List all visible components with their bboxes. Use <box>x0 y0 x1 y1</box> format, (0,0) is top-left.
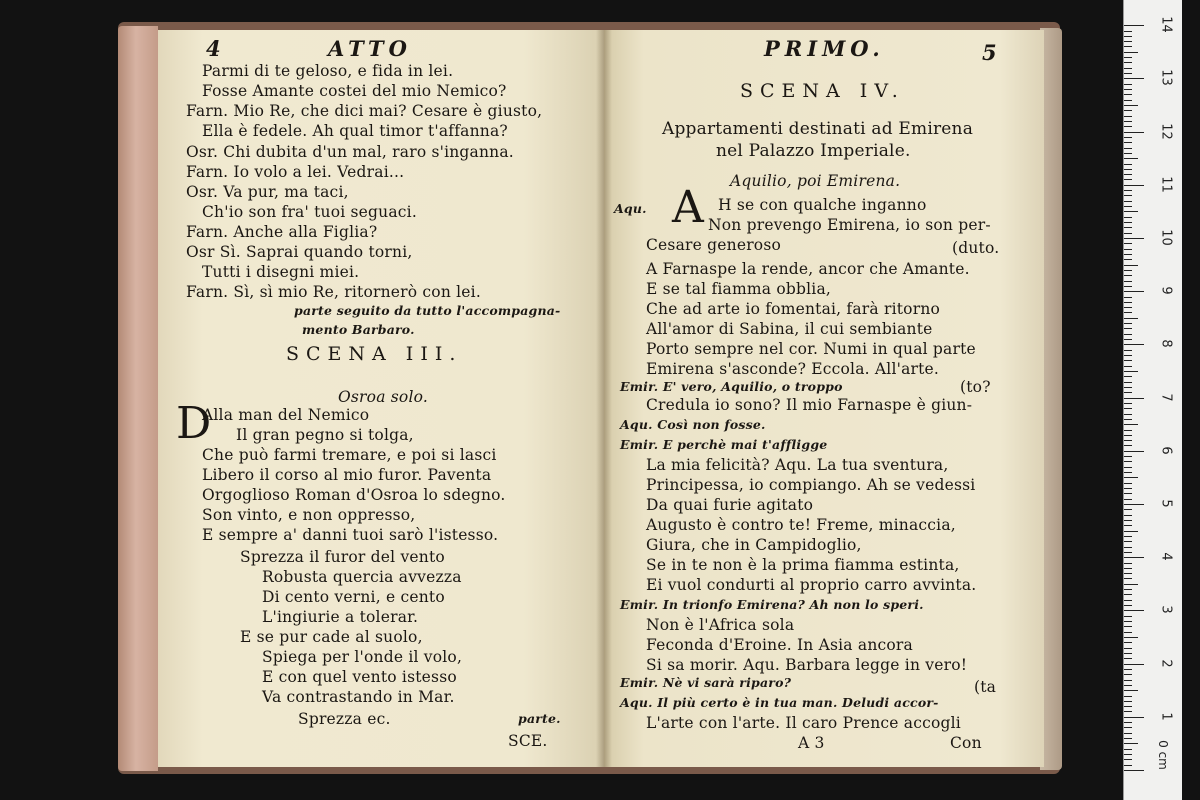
ruler-unit: 0 cm <box>1155 740 1170 770</box>
ruler-tick <box>1124 547 1132 548</box>
ruler-tick <box>1124 414 1132 415</box>
text-line: Farn. Io volo a lei. Vedrai... <box>186 163 405 181</box>
ruler-tick <box>1124 578 1132 579</box>
text-line: Farn. Anche alla Figlia? <box>186 223 378 241</box>
ruler-tick <box>1124 360 1132 361</box>
text-line: (ta <box>974 678 997 696</box>
ruler-tick <box>1124 339 1132 340</box>
text-line: Son vinto, e non oppresso, <box>202 506 416 524</box>
ruler-tick <box>1124 328 1132 329</box>
ruler-tick <box>1124 706 1132 707</box>
ruler-tick <box>1124 105 1138 106</box>
ruler-tick <box>1124 658 1132 659</box>
text-line: Osr. Va pur, ma taci, <box>186 183 349 201</box>
text-line: Augusto è contro te! Freme, minaccia, <box>646 516 956 534</box>
text-line: Emir. In trionfo Emirena? Ah non lo speri. <box>620 597 924 612</box>
ruler-tick <box>1124 680 1132 681</box>
ruler-tick <box>1124 62 1132 63</box>
ruler-tick <box>1124 467 1132 468</box>
ruler-tick <box>1124 222 1132 223</box>
ruler-tick <box>1124 206 1132 207</box>
ruler-tick <box>1124 520 1132 521</box>
text-line: Orgoglioso Roman d'Osroa lo sdegno. <box>202 486 506 504</box>
ruler-tick <box>1124 164 1132 165</box>
gutter <box>596 30 612 767</box>
ruler-tick <box>1124 36 1132 37</box>
ruler-tick <box>1124 600 1132 601</box>
ruler-tick <box>1124 291 1144 292</box>
ruler-tick <box>1124 217 1132 218</box>
ruler-tick <box>1124 132 1144 133</box>
scene-setting: nel Palazzo Imperiale. <box>716 141 911 161</box>
ruler-number: 13 <box>1158 69 1174 87</box>
ruler-tick <box>1124 392 1132 393</box>
ruler-tick <box>1124 323 1132 324</box>
text-line: Non è l'Africa sola <box>646 616 795 634</box>
ruler-tick <box>1124 25 1144 26</box>
ruler-tick <box>1124 637 1138 638</box>
ruler-tick <box>1124 621 1132 622</box>
ruler-tick <box>1124 504 1144 505</box>
ruler-tick <box>1124 84 1132 85</box>
ruler-tick <box>1124 376 1132 377</box>
text-line: parte seguito da tutto l'accompagna- <box>294 303 561 318</box>
ruler-number: 2 <box>1158 658 1174 668</box>
ruler-tick <box>1124 94 1132 95</box>
ruler-tick <box>1124 169 1132 170</box>
ruler-tick <box>1124 57 1132 58</box>
ruler-tick <box>1124 456 1132 457</box>
ruler-number: 4 <box>1158 552 1174 561</box>
ruler-tick <box>1124 696 1132 697</box>
ruler-tick <box>1124 174 1132 175</box>
ruler-tick <box>1124 765 1132 766</box>
text-line: L'ingiurie a tolerar. <box>262 608 419 626</box>
ruler-tick <box>1124 493 1132 494</box>
scene-heading: SCENA IV. <box>740 80 905 102</box>
text-line: Che può farmi tremare, e poi si lasci <box>202 446 497 464</box>
ruler-tick <box>1124 648 1132 649</box>
text-line: Con <box>950 734 982 752</box>
ruler-tick <box>1124 185 1144 186</box>
text-line: Aqu. <box>614 201 647 216</box>
ruler-tick <box>1124 179 1132 180</box>
ruler-tick <box>1124 281 1132 282</box>
ruler-tick <box>1124 190 1132 191</box>
ruler-tick <box>1124 722 1132 723</box>
ruler-tick <box>1124 616 1132 617</box>
ruler-tick <box>1124 435 1132 436</box>
ruler-tick <box>1124 499 1132 500</box>
ruler-tick <box>1124 711 1132 712</box>
text-line: Da quai furie agitato <box>646 496 814 514</box>
ruler-tick <box>1124 41 1132 42</box>
right-page <box>604 30 1044 767</box>
ruler-tick <box>1124 201 1132 202</box>
ruler-number: 1 <box>1158 712 1174 721</box>
ruler-tick <box>1124 701 1132 702</box>
ruler-tick <box>1124 754 1132 755</box>
ruler-tick <box>1124 477 1138 478</box>
ruler-tick <box>1124 350 1132 351</box>
text-line: Emir. Nè vi sarà riparo? <box>620 675 792 690</box>
ruler-tick <box>1124 632 1132 633</box>
text-line: Di cento verni, e cento <box>262 588 445 606</box>
ruler-tick <box>1124 100 1132 101</box>
ruler-tick <box>1124 31 1132 32</box>
ruler-tick <box>1124 594 1132 595</box>
page-number: 4 <box>206 36 226 61</box>
text-line: Alla man del Nemico <box>202 406 370 424</box>
ruler-tick <box>1124 430 1132 431</box>
ruler-tick <box>1124 297 1132 298</box>
ruler-tick <box>1124 270 1132 271</box>
ruler-tick <box>1124 568 1132 569</box>
ruler-tick <box>1124 488 1132 489</box>
ruler-tick <box>1124 738 1132 739</box>
ruler-tick <box>1124 371 1138 372</box>
ruler-number: 12 <box>1158 122 1174 140</box>
text-line: E con quel vento istesso <box>262 668 457 686</box>
ruler-tick <box>1124 408 1132 409</box>
text-line: Spiega per l'onde il volo, <box>262 648 463 666</box>
ruler-tick <box>1124 89 1132 90</box>
text-line: Il gran pegno si tolga, <box>236 426 414 444</box>
running-head: ATTO <box>328 36 412 61</box>
ruler-tick <box>1124 265 1138 266</box>
ruler-tick <box>1124 387 1132 388</box>
measurement-ruler <box>1123 0 1182 800</box>
ruler-tick <box>1124 584 1138 585</box>
text-line: H se con qualche inganno <box>718 196 927 214</box>
text-line: Emir. E perchè mai t'affligge <box>620 437 828 452</box>
ruler-tick <box>1124 525 1132 526</box>
text-line: Ei vuol condurti al proprio carro avvinta. <box>646 576 977 594</box>
text-line: Va contrastando in Mar. <box>262 688 455 706</box>
text-line: Robusta quercia avvezza <box>262 568 462 586</box>
ruler-number: 10 <box>1158 229 1174 246</box>
ruler-tick <box>1124 116 1132 117</box>
text-line: Farn. Sì, sì mio Re, ritornerò con lei. <box>186 283 481 301</box>
ruler-tick <box>1124 515 1132 516</box>
drop-cap: A <box>672 182 704 233</box>
ruler-tick <box>1124 121 1132 122</box>
ruler-tick <box>1124 509 1132 510</box>
text-line: parte. <box>518 711 561 726</box>
ruler-tick <box>1124 403 1132 404</box>
text-line: Farn. Mio Re, che dici mai? Cesare è giusto, <box>186 102 543 120</box>
ruler-tick <box>1124 254 1132 255</box>
ruler-number: 14 <box>1158 16 1174 33</box>
text-line: Credula io sono? Il mio Farnaspe è giun- <box>646 396 973 414</box>
ruler-tick <box>1124 610 1144 611</box>
text-line: Se in te non è la prima fiamma estinta, <box>646 556 960 574</box>
ruler-tick <box>1124 605 1132 606</box>
ruler-tick <box>1124 286 1132 287</box>
text-line: Parmi di te geloso, e fida in lei. <box>202 62 454 80</box>
ruler-tick <box>1124 307 1132 308</box>
ruler-tick <box>1124 749 1132 750</box>
ruler-tick <box>1124 626 1132 627</box>
ruler-tick <box>1124 382 1132 383</box>
text-line: Ella è fedele. Ah qual timor t'affanna? <box>202 122 508 140</box>
ruler-tick <box>1124 717 1144 718</box>
ruler-tick <box>1124 690 1138 691</box>
text-line: Principessa, io compiango. Ah se vedessi <box>646 476 976 494</box>
text-line: Aqu. Così non fosse. <box>620 417 766 432</box>
drop-cap: D <box>176 398 212 449</box>
ruler-number: 9 <box>1158 286 1174 295</box>
ruler-tick <box>1124 142 1132 143</box>
ruler-tick <box>1124 563 1132 564</box>
ruler-tick <box>1124 727 1132 728</box>
ruler-tick <box>1124 355 1132 356</box>
ruler-tick <box>1124 759 1132 760</box>
ruler-tick <box>1124 52 1138 53</box>
text-line: Sprezza il furor del vento <box>240 548 445 566</box>
ruler-tick <box>1124 440 1132 441</box>
text-line: Emir. E' vero, Aquilio, o troppo <box>620 379 843 394</box>
ruler-tick <box>1124 153 1132 154</box>
ruler-tick <box>1124 541 1132 542</box>
ruler-tick <box>1124 451 1144 452</box>
ruler-tick <box>1124 318 1138 319</box>
left-page <box>158 30 604 767</box>
ruler-tick <box>1124 158 1138 159</box>
text-line: (duto. <box>952 239 1000 257</box>
ruler-tick <box>1124 227 1132 228</box>
ruler-tick <box>1124 148 1132 149</box>
ruler-tick <box>1124 238 1144 239</box>
ruler-tick <box>1124 531 1138 532</box>
text-line: Non prevengo Emirena, io son per- <box>708 216 991 234</box>
scene-setting: Appartamenti destinati ad Emirena <box>662 119 974 139</box>
text-line: Emirena s'asconde? Eccola. All'arte. <box>646 360 940 378</box>
ruler-tick <box>1124 334 1132 335</box>
ruler-tick <box>1124 472 1132 473</box>
running-head: PRIMO. <box>764 36 885 61</box>
text-line: Giura, che in Campidoglio, <box>646 536 862 554</box>
ruler-tick <box>1124 126 1132 127</box>
ruler-tick <box>1124 653 1132 654</box>
text-line: Si sa morir. Aqu. Barbara legge in vero! <box>646 656 968 674</box>
ruler-tick <box>1124 195 1132 196</box>
ruler-tick <box>1124 344 1144 345</box>
ruler-tick <box>1124 557 1144 558</box>
text-line: SCE. <box>508 732 548 750</box>
ruler-tick <box>1124 589 1132 590</box>
text-line: All'amor di Sabina, il cui sembiante <box>646 320 933 338</box>
scene-heading: SCENA III. <box>286 343 463 365</box>
text-line: mento Barbaro. <box>302 322 415 337</box>
text-line: A 3 <box>798 734 825 752</box>
text-line: (to? <box>960 378 991 396</box>
ruler-tick <box>1124 573 1132 574</box>
ruler-number: 5 <box>1158 499 1174 508</box>
ruler-tick <box>1124 770 1144 771</box>
ruler-tick <box>1124 743 1138 744</box>
text-line: Cesare generoso <box>646 236 782 254</box>
ruler-tick <box>1124 445 1132 446</box>
ruler-tick <box>1124 419 1132 420</box>
text-line: L'arte con l'arte. Il caro Prence accogli <box>646 714 961 732</box>
text-line: La mia felicità? Aqu. La tua sventura, <box>646 456 949 474</box>
text-line: Sprezza ec. <box>298 710 391 728</box>
text-line: Che ad arte io fomentai, farà ritorno <box>646 300 941 318</box>
ruler-tick <box>1124 483 1132 484</box>
ruler-tick <box>1124 461 1132 462</box>
ruler-tick <box>1124 669 1132 670</box>
ruler-tick <box>1124 243 1132 244</box>
text-line: Ch'io son fra' tuoi seguaci. <box>202 203 417 221</box>
ruler-tick <box>1124 211 1138 212</box>
ruler-tick <box>1124 302 1132 303</box>
ruler-tick <box>1124 110 1132 111</box>
text-line: A Farnaspe la rende, ancor che Amante. <box>646 260 970 278</box>
ruler-tick <box>1124 312 1132 313</box>
ruler-tick <box>1124 137 1132 138</box>
ruler-tick <box>1124 685 1132 686</box>
text-line: Feconda d'Eroine. In Asia ancora <box>646 636 913 654</box>
ruler-tick <box>1124 366 1132 367</box>
ruler-number: 7 <box>1158 392 1174 402</box>
ruler-tick <box>1124 259 1132 260</box>
ruler-tick <box>1124 249 1132 250</box>
ruler-number: 8 <box>1158 339 1174 349</box>
ruler-tick <box>1124 275 1132 276</box>
page-number: 5 <box>982 40 1002 65</box>
ruler-tick <box>1124 642 1132 643</box>
ruler-number: 11 <box>1158 176 1174 193</box>
ruler-number: 3 <box>1158 605 1174 615</box>
ruler-tick <box>1124 536 1132 537</box>
text-line: Fosse Amante costei del mio Nemico? <box>202 82 507 100</box>
text-line: Porto sempre nel cor. Numi in qual parte <box>646 340 976 358</box>
text-line: E sempre a' danni tuoi sarò l'istesso. <box>202 526 499 544</box>
book-board-left <box>118 26 158 771</box>
text-line: Osr Sì. Saprai quando torni, <box>186 243 413 261</box>
ruler-tick <box>1124 733 1132 734</box>
ruler-number: 6 <box>1158 446 1174 455</box>
scene-characters: Aquilio, poi Emirena. <box>730 172 901 190</box>
ruler-tick <box>1124 73 1132 74</box>
ruler-tick <box>1124 674 1132 675</box>
text-line: Tutti i disegni miei. <box>202 263 360 281</box>
ruler-tick <box>1124 424 1138 425</box>
ruler-tick <box>1124 233 1132 234</box>
scene-character: Osroa solo. <box>338 388 429 406</box>
ruler-tick <box>1124 78 1144 79</box>
ruler-tick <box>1124 46 1132 47</box>
text-line: Aqu. Il più certo è in tua man. Deludi accor- <box>620 695 939 710</box>
text-line: Osr. Chi dubita d'un mal, raro s'inganna. <box>186 143 514 161</box>
ruler-tick <box>1124 398 1144 399</box>
text-line: E se pur cade al suolo, <box>240 628 423 646</box>
ruler-tick <box>1124 552 1132 553</box>
ruler-tick <box>1124 68 1132 69</box>
text-line: Libero il corso al mio furor. Paventa <box>202 466 492 484</box>
ruler-tick <box>1124 664 1144 665</box>
text-line: E se tal fiamma obblia, <box>646 280 832 298</box>
